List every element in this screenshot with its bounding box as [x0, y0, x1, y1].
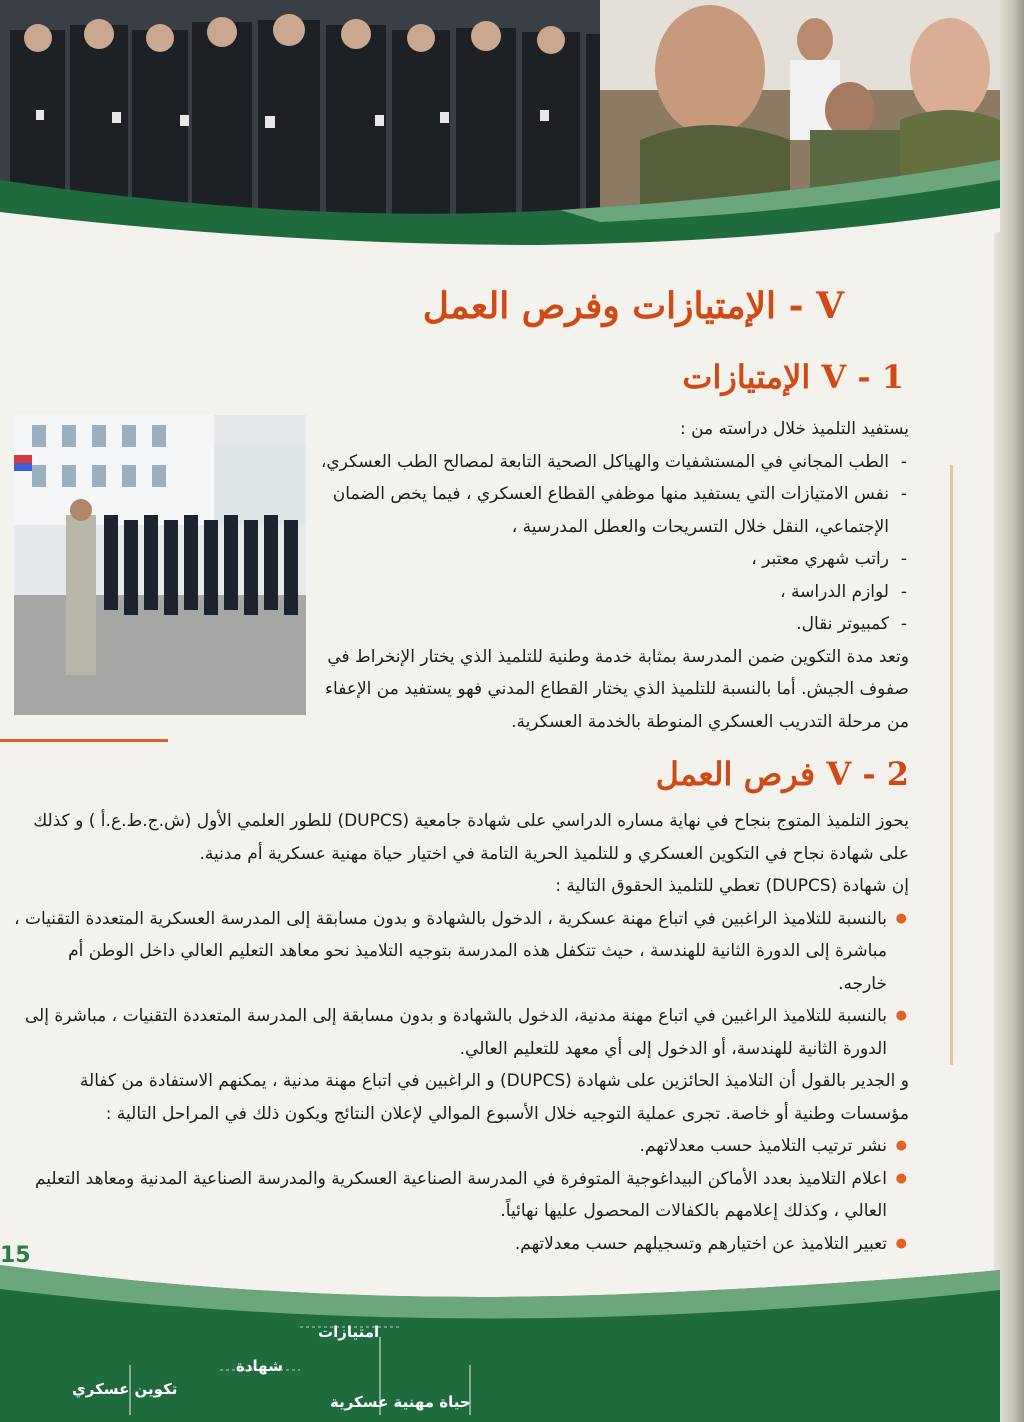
list-item: - لوازم الدراسة ، — [319, 576, 909, 609]
parade-photo — [14, 415, 306, 715]
list-item: - نفس الامتيازات التي يستفيد منها موظفي القطاع العسكري ، فيما يخص الضمان الإجتماعي، النقل خلال التسريحات والعطل المدرسية ، — [319, 478, 909, 543]
section1-list — [319, 446, 909, 641]
orange-divider — [0, 739, 168, 742]
footer-green-band — [0, 1265, 1000, 1422]
footer-label-military-career: حياة مهنية عسكرية — [330, 1393, 471, 1411]
footer-label-privileges: امتيازات — [318, 1323, 380, 1341]
list-item: - كمبيوتر نقال. — [319, 608, 909, 641]
bullet-item: ● تعبير التلاميذ عن اختيارهم وتسجيلهم حسب معدلاتهم. — [14, 1228, 909, 1261]
section2-paragraph-2: إن شهادة (DUPCS) تعطي للتلميذ الحقوق التالية : — [555, 876, 909, 896]
footer-label-certificate: شهادة — [236, 1357, 283, 1375]
section1-heading: V - 1 الإمتيازات — [682, 358, 904, 396]
bullet-item: ● اعلام التلاميذ بعدد الأماكن البيداغوجية المتوفرة في المدرسة الصناعية العسكرية والمدرسة الصناعية المدنية ومعاهد التعليم العالي ، وكذلك إعلامهم بالكفالات المحصول عليها نهائياً. — [14, 1163, 909, 1228]
list-item: - راتب شهري معتبر ، — [319, 543, 909, 576]
page-number: 15 — [0, 1243, 31, 1268]
section1-body — [319, 413, 909, 738]
section2-paragraph-3: و الجدير بالقول أن التلاميذ الحائزين على شهادة (DUPCS) و الراغبين في اتباع مهنة مدنية ، يمكنهم الاستفادة من كفالة مؤسسات وطنية أو خاصة. تجرى عملية التوجيه خلال الأسبوع الموالي لإعلان النتائج ويكون ذلك في المراحل التالية : — [79, 1071, 909, 1124]
section2-body — [14, 805, 909, 1260]
list-item: - الطب المجاني في المستشفيات والهياكل الصحية التابعة لمصالح الطب العسكري، — [319, 446, 909, 479]
main-heading: V - الإمتيازات وفرص العمل — [422, 285, 844, 327]
section1-paragraph: وتعد مدة التكوين ضمن المدرسة بمثابة خدمة وطنية للتلميذ الذي يختار الإنخراط في صفوف الجيش. أما بالنسبة للتلميذ الذي يختار القطاع المدني فهو يستفيد من الإعفاء من مرحلة التدريب العسكري المنوطة بالخدمة العسكرية. — [325, 646, 909, 732]
section2-paragraph-1: يحوز التلميذ المتوج بنجاح في نهاية مساره الدراسي على شهادة جامعية (DUPCS) للطور العلمي الأول (ش.ج.ط.ع.أ ) و كذلك على شهادة نجاح في التكوين العسكري و للتلميذ الحرية التامة في اختيار حياة مهنية عسكرية أم مدنية. — [33, 811, 909, 864]
section2-heading: V - 2 فرص العمل — [655, 755, 909, 793]
bullet-item: ● نشر ترتيب التلاميذ حسب معدلاتهم. — [14, 1130, 909, 1163]
banner-green-swoosh — [0, 150, 1000, 270]
footer-label-military-training: تكوين عسكري — [72, 1380, 178, 1398]
section1-intro: يستفيد التلميذ خلال دراسته من : — [679, 419, 909, 439]
bullet-item: ● بالنسبة للتلاميذ الراغبين في اتباع مهنة عسكرية ، الدخول بالشهادة و بدون مسابقة إلى المدرسة العسكرية المتعددة التقنيات ، مباشرة إلى الدورة الثانية للهندسة ، حيث تتكفل هذه المدرسة بتوجيه التلاميذ نحو معاهد التعليم العالي داخل الوطن أم خارجه. — [14, 903, 909, 1001]
vertical-accent-line — [950, 465, 953, 1065]
bullet-item: ● بالنسبة للتلاميذ الراغبين في اتباع مهنة مدنية، الدخول بالشهادة و بدون مسابقة إلى المدرسة المتعددة التقنيات ، مباشرة إلى الدورة الثانية للهندسة، أو الدخول إلى أي معهد للتعليم العالي. — [14, 1000, 909, 1065]
